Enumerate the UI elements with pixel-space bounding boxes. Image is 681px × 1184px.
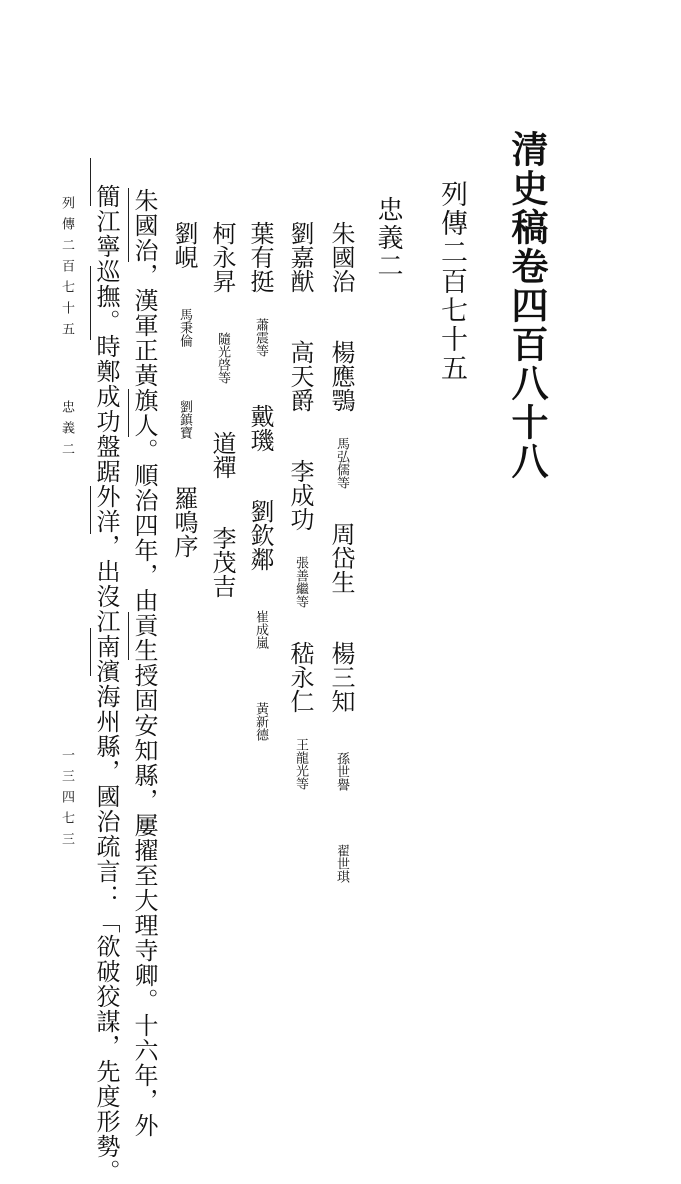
name-note: 馬秉倫 [177,308,192,347]
name-entry: 周岱生 [327,522,355,594]
name-entry: 李茂吉 [208,526,236,598]
body-text-column-1: 朱國治，漢軍正黃旗人。順治四年，由貢生授固安知縣，屢擢至大理寺卿。十六年，外 [130,188,158,1138]
name-note: 蕭震等 [253,318,268,357]
book-title: 清史稿卷四百八十八 [505,130,549,481]
name-note: 張善繼等 [293,556,308,608]
proper-name-mark [90,486,91,534]
name-entry: 嵇永仁 [286,641,314,713]
name-entry: 劉欽鄰 [246,499,274,571]
name-note: 孫世譽 [334,752,349,791]
name-entry: 楊應鶚 [327,340,355,412]
name-entry: 朱國治 [327,221,355,293]
proper-name-mark [90,158,91,206]
name-note: 馬弘儒等 [334,437,349,489]
name-entry: 楊三知 [327,641,355,713]
name-note: 王龍光等 [293,738,308,790]
name-list-column-5 [172,221,196,558]
running-head-biography: 列傳二百七十五 [59,196,74,343]
name-list-column-3 [248,221,272,741]
name-entry: 羅鳴序 [170,486,198,558]
name-list-column-2 [288,221,312,790]
name-note: 黃新德 [253,702,268,741]
name-list-column-4 [210,221,234,598]
name-note: 劉鎮寶 [177,400,192,439]
running-head-chapter: 忠義二 [59,400,74,463]
chapter-title: 忠義二 [373,196,403,280]
name-list-column-1 [329,221,353,883]
page-number: 一三四七三 [59,748,74,853]
name-note: 隨光啓等 [215,332,230,384]
name-entry: 高天爵 [286,340,314,412]
proper-name-mark [90,628,91,676]
name-note: 翟世琪 [334,844,349,883]
section-title: 列傳二百七十五 [436,180,467,383]
name-entry: 道禪 [208,431,236,479]
name-note: 崔成嵐 [253,610,268,649]
body-text-column-2: 簡江寧巡撫。時鄭成功盤踞外洋，出沒江南濱海州縣，國治疏言：「欲破狡謀，先度形勢。 [92,184,120,1184]
name-entry: 劉峴 [170,221,198,269]
proper-name-mark [90,266,91,340]
proper-name-mark [128,612,129,660]
proper-name-mark [128,188,129,262]
name-entry: 戴璣 [246,404,274,452]
name-entry: 柯永昇 [208,221,236,293]
proper-name-mark [128,389,129,437]
name-entry: 葉有挺 [246,221,274,293]
name-entry: 李成功 [286,459,314,531]
name-entry: 劉嘉猷 [286,221,314,293]
